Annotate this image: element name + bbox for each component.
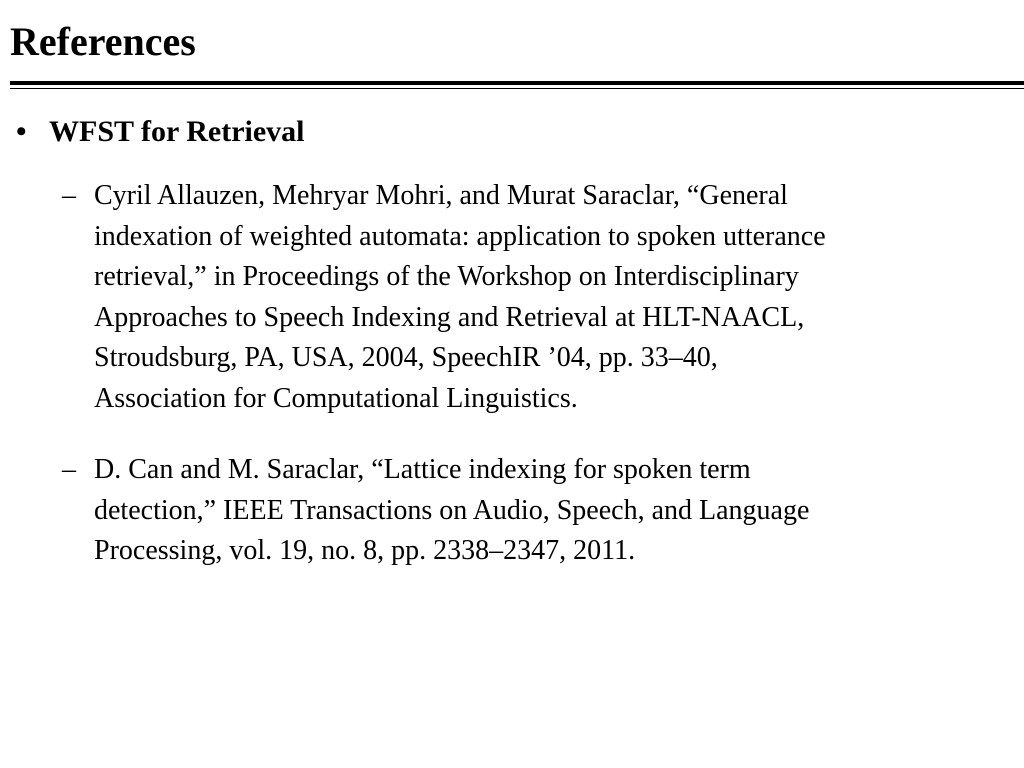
reference-text [94, 450, 1004, 572]
reference-line: D. Can and M. Saraclar, “Lattice indexing for spoken term [94, 454, 751, 485]
reference-line: retrieval,” in Proceedings of the Workshop on Interdisciplinary [94, 261, 799, 292]
slide-title: References [10, 19, 196, 64]
reference-line: Processing, vol. 19, no. 8, pp. 2338–2347, 2011. [94, 535, 636, 566]
reference-text [94, 176, 1004, 419]
reference-line: Stroudsburg, PA, USA, 2004, SpeechIR ’04, pp. 33–40, [94, 342, 718, 373]
dash-icon: – [62, 180, 76, 211]
reference-item-allauzen [62, 176, 1004, 419]
reference-line: Association for Computational Linguistics. [94, 382, 578, 414]
dash-icon: – [62, 454, 76, 485]
reference-line: indexation of weighted automata: application to spoken utterance [94, 220, 826, 252]
reference-line: Cyril Allauzen, Mehryar Mohri, and Murat Saraclar, “General [94, 180, 788, 211]
title-divider-thin [10, 88, 1024, 89]
reference-item-can-saraclar [62, 450, 1004, 572]
bullet-heading: WFST for Retrieval [49, 115, 305, 148]
title-divider-thick [10, 81, 1024, 85]
reference-line: Approaches to Speech Indexing and Retrieval at HLT-NAACL, [94, 301, 805, 333]
bullet-dot-icon: • [16, 115, 27, 148]
reference-line: detection,” IEEE Transactions on Audio, Speech, and Language [94, 494, 810, 526]
